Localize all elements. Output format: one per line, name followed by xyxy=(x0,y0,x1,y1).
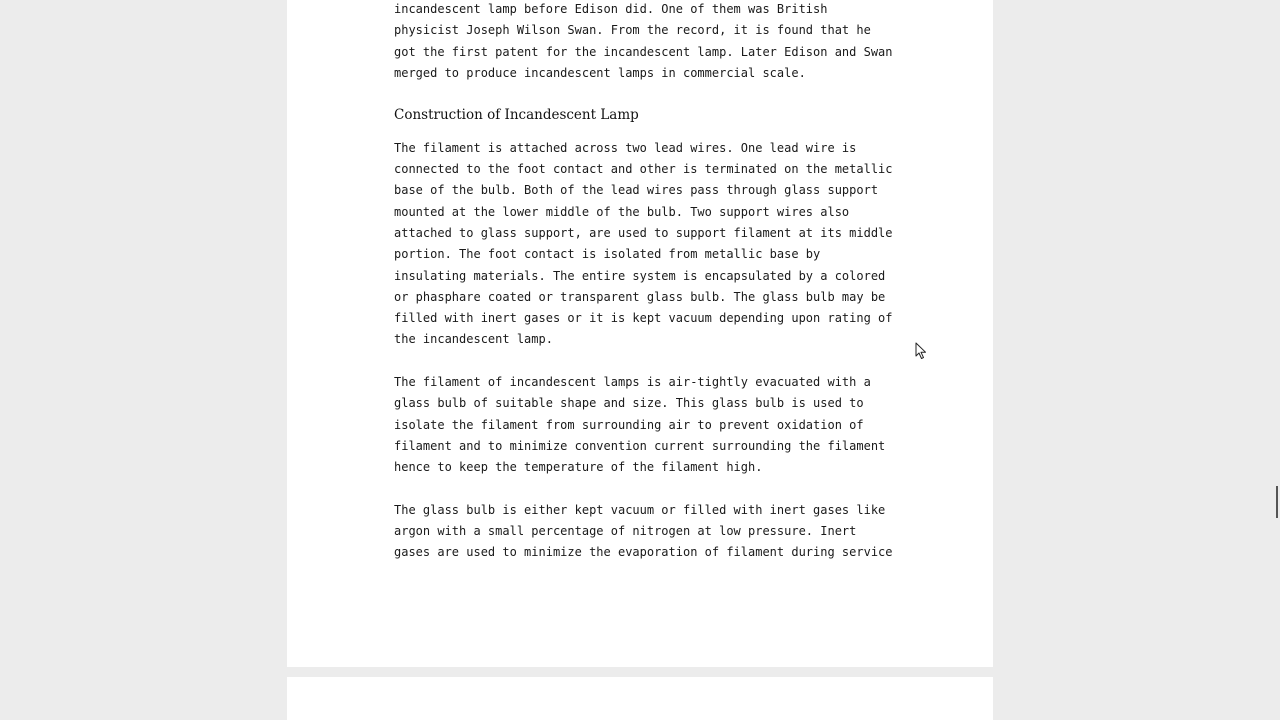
scrollbar-thumb[interactable] xyxy=(1276,486,1278,518)
text-line: connected to the foot contact and other is terminated on the metallic xyxy=(394,162,893,177)
text-line: portion. The foot contact is isolated from metallic base by xyxy=(394,247,821,262)
text-line: hence to keep the temperature of the filament high. xyxy=(394,460,763,475)
document-page xyxy=(287,0,993,667)
text-line: attached to glass support, are used to support filament at its middle xyxy=(394,225,893,240)
section-heading: Construction of Incandescent Lamp xyxy=(394,107,639,124)
mouse-pointer-icon xyxy=(915,342,927,360)
text-line: filament and to minimize convention current surrounding the filament xyxy=(394,438,886,453)
text-line: glass bulb of suitable shape and size. This glass bulb is used to xyxy=(394,396,864,411)
text-line: gases are used to minimize the evaporation of filament during service xyxy=(394,545,893,560)
text-line: The glass bulb is either kept vacuum or filled with inert gases like xyxy=(394,502,886,517)
text-line: insulating materials. The entire system is encapsulated by a colored xyxy=(394,268,886,283)
text-line: filled with inert gases or it is kept vacuum depending upon rating of xyxy=(394,311,893,326)
paragraph-construction xyxy=(394,138,894,351)
text-line: the incandescent lamp. xyxy=(394,332,553,347)
spacer xyxy=(394,127,894,138)
page-content xyxy=(394,0,894,564)
text-line: physicist Joseph Wilson Swan. From the record, it is found that he xyxy=(394,23,871,38)
text-line: incandescent lamp before Edison did. One of them was British xyxy=(394,2,828,16)
text-line: isolate the filament from surrounding air to prevent oxidation of xyxy=(394,417,864,432)
text-line: merged to produce incandescent lamps in commercial scale. xyxy=(394,65,806,80)
spacer xyxy=(394,479,894,500)
text-line: got the first patent for the incandescent lamp. Later Edison and Swan xyxy=(394,44,893,59)
spacer xyxy=(394,84,894,105)
next-document-page xyxy=(287,677,993,720)
text-line: The filament is attached across two lead wires. One lead wire is xyxy=(394,140,857,155)
text-line: base of the bulb. Both of the lead wires pass through glass support xyxy=(394,183,879,198)
text-line: The filament of incandescent lamps is air-tightly evacuated with a xyxy=(394,375,871,390)
paragraph-inert-gases xyxy=(394,500,894,564)
text-line: mounted at the lower middle of the bulb. Two support wires also xyxy=(394,204,850,219)
intro-paragraph xyxy=(394,0,894,84)
paragraph-glass-bulb xyxy=(394,372,894,478)
text-line: or phasphare coated or transparent glass bulb. The glass bulb may be xyxy=(394,289,886,304)
text-line: argon with a small percentage of nitrogen at low pressure. Inert xyxy=(394,524,857,539)
spacer xyxy=(394,351,894,372)
